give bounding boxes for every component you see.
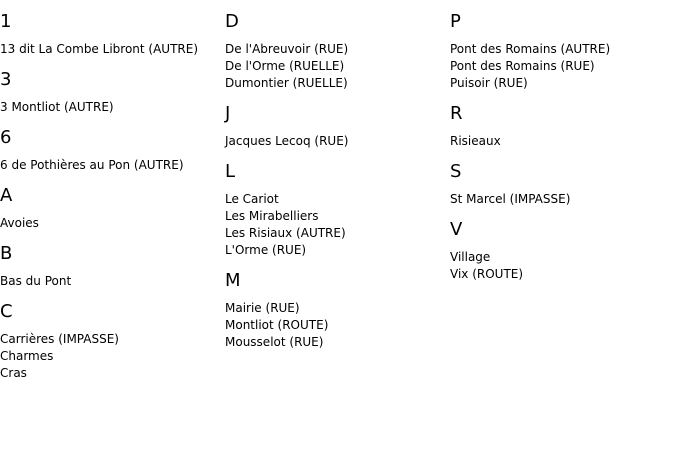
street-link[interactable]: Avoies — [0, 216, 39, 230]
letter-group — [225, 272, 450, 351]
group-letter-heading: 3 — [0, 69, 12, 90]
street-link[interactable]: 13 dit La Combe Libront (AUTRE) — [0, 42, 199, 56]
letter-group — [225, 105, 450, 150]
letter-group — [0, 187, 225, 232]
index-column — [0, 0, 225, 382]
street-list — [0, 41, 225, 58]
group-letter-heading: D — [225, 11, 239, 32]
letter-group — [0, 13, 225, 58]
street-link[interactable]: Risieaux — [450, 134, 501, 148]
street-link[interactable]: Carrières (IMPASSE) — [0, 332, 119, 346]
street-link[interactable]: Mairie (RUE) — [225, 301, 300, 315]
street-list — [0, 215, 225, 232]
index-column — [225, 0, 450, 351]
group-letter-heading: V — [450, 219, 463, 240]
street-link[interactable]: Jacques Lecoq (RUE) — [225, 134, 349, 148]
street-list — [0, 273, 225, 290]
group-letter-heading: M — [225, 270, 241, 291]
letter-group — [0, 129, 225, 174]
group-letter-heading: P — [450, 11, 461, 32]
street-link[interactable]: 6 de Pothières au Pon (AUTRE) — [0, 158, 184, 172]
street-list — [225, 133, 450, 150]
group-letter-heading: R — [450, 103, 463, 124]
letter-group — [450, 163, 675, 208]
street-link[interactable]: Charmes — [0, 349, 54, 363]
street-list — [225, 300, 450, 351]
street-link[interactable]: Pont des Romains (RUE) — [450, 59, 595, 73]
street-list — [450, 133, 675, 150]
street-list — [450, 191, 675, 208]
group-letter-heading: J — [225, 103, 231, 124]
street-link[interactable]: Le Cariot — [225, 192, 279, 206]
letter-group — [450, 13, 675, 92]
group-letter-heading: 6 — [0, 127, 12, 148]
street-list — [0, 157, 225, 174]
group-letter-heading: A — [0, 185, 13, 206]
letter-group — [225, 163, 450, 259]
street-link[interactable]: Dumontier (RUELLE) — [225, 76, 348, 90]
street-link[interactable]: Mousselot (RUE) — [225, 335, 324, 349]
street-list — [450, 249, 675, 283]
letter-group — [450, 221, 675, 283]
street-link[interactable]: Montliot (ROUTE) — [225, 318, 329, 332]
group-letter-heading: S — [450, 161, 462, 182]
street-link[interactable]: Les Risiaux (AUTRE) — [225, 226, 346, 240]
letter-group — [0, 303, 225, 382]
letter-group — [450, 105, 675, 150]
letter-group — [225, 13, 450, 92]
street-link[interactable]: Cras — [0, 366, 27, 380]
letter-group — [0, 71, 225, 116]
street-list — [225, 41, 450, 92]
street-link[interactable]: Vix (ROUTE) — [450, 267, 524, 281]
street-link[interactable]: St Marcel (IMPASSE) — [450, 192, 571, 206]
street-link[interactable]: De l'Orme (RUELLE) — [225, 59, 345, 73]
group-letter-heading: B — [0, 243, 13, 264]
group-letter-heading: 1 — [0, 11, 12, 32]
street-list — [450, 41, 675, 92]
street-list — [0, 99, 225, 116]
street-link[interactable]: Puisoir (RUE) — [450, 76, 528, 90]
index-column — [450, 0, 675, 283]
street-link[interactable]: Pont des Romains (AUTRE) — [450, 42, 611, 56]
street-link[interactable]: Village — [450, 250, 491, 264]
group-letter-heading: L — [225, 161, 236, 182]
street-list — [0, 331, 225, 382]
letter-group — [0, 245, 225, 290]
street-link[interactable]: 3 Montliot (AUTRE) — [0, 100, 114, 114]
street-link[interactable]: De l'Abreuvoir (RUE) — [225, 42, 349, 56]
street-link[interactable]: L'Orme (RUE) — [225, 243, 307, 257]
street-list — [225, 191, 450, 259]
street-link[interactable]: Les Mirabelliers — [225, 209, 319, 223]
street-link[interactable]: Bas du Pont — [0, 274, 72, 288]
group-letter-heading: C — [0, 301, 13, 322]
